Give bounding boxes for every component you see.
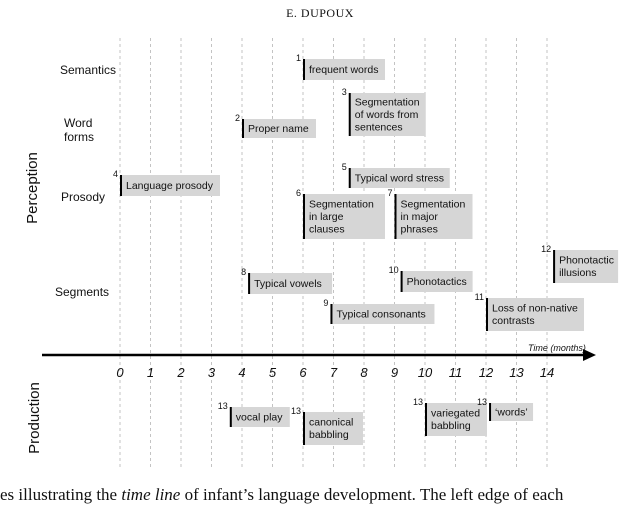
milestone-ref: 11: [474, 292, 484, 302]
milestone-ref: 3: [341, 87, 347, 97]
milestone-label: Segmentation: [400, 198, 466, 211]
milestone-ref: 10: [388, 265, 399, 275]
milestone-box: [113, 169, 220, 196]
tick-label: 14: [539, 365, 555, 380]
tick-label: 4: [238, 365, 246, 380]
milestone-box: [413, 397, 487, 436]
milestone-label: canonical: [309, 416, 354, 429]
tick-label: 11: [448, 365, 463, 380]
tick-label: 7: [329, 365, 338, 380]
milestone-label: in large: [309, 210, 344, 223]
milestone-box: [475, 292, 584, 331]
milestone-label: Typical vowels: [254, 277, 322, 290]
milestone-label: clauses: [309, 223, 345, 236]
milestone-label: contrasts: [492, 315, 535, 327]
section-label-production: Production: [26, 382, 43, 454]
caption-text-end: of infant’s language development. The left edge of each: [180, 485, 564, 504]
tick-label: 2: [177, 365, 185, 380]
milestone-ref: 13: [412, 397, 423, 407]
milestone-box: [342, 87, 426, 136]
milestone-box: [218, 401, 290, 427]
milestone-box: [389, 265, 473, 292]
caption-emphasis: time line: [121, 485, 181, 504]
milestone-box: [342, 162, 450, 188]
tick-label: 9: [390, 365, 399, 380]
tick-label: 8: [360, 365, 368, 380]
axis-title: Time (months): [528, 343, 586, 353]
row-label-word-forms: Word forms: [64, 116, 94, 144]
tick-label: 0: [116, 365, 124, 380]
figure-caption: [0, 485, 563, 505]
milestone-box: [296, 53, 385, 80]
milestone-ref: 5: [341, 162, 347, 172]
milestone-label: Phonotactic: [559, 254, 614, 267]
milestone-label: illusions: [559, 267, 597, 279]
milestone-label: Loss of non-native: [492, 302, 578, 315]
milestone-ref: 13: [217, 401, 228, 411]
milestone-layer: [113, 53, 618, 445]
milestone-ref: 13: [477, 397, 488, 407]
milestone-label: in major: [400, 210, 438, 223]
milestone-label: Typical word stress: [354, 172, 445, 185]
milestone-label: Proper name: [248, 122, 309, 135]
milestone-label: Segmentation: [309, 198, 374, 211]
milestone-box: [387, 188, 472, 239]
milestone-ref: 13: [290, 406, 301, 416]
milestone-ref: 7: [387, 188, 393, 198]
tick-label: 5: [268, 365, 277, 380]
time-axis: [42, 343, 596, 380]
milestone-label: sentences: [354, 121, 403, 134]
tick-label: 1: [146, 365, 155, 380]
section-label-perception: Perception: [24, 152, 41, 224]
milestone-label: babbling: [431, 420, 471, 432]
milestone-box: [323, 298, 434, 324]
milestone-label: phrases: [400, 223, 438, 236]
tick-label: 10: [417, 365, 433, 380]
milestone-box: [235, 113, 316, 138]
milestone-label: Language prosody: [126, 179, 213, 192]
milestone-ref: 1: [295, 53, 301, 63]
row-label-segments: Segments: [55, 285, 110, 299]
tick-label: 12: [478, 365, 494, 380]
milestone-ref: 9: [323, 298, 329, 308]
milestone-box: [296, 188, 385, 239]
milestone-box: [541, 244, 618, 283]
milestone-label: of words from: [354, 108, 419, 121]
milestone-box: [241, 267, 332, 294]
milestone-label: Segmentation: [354, 96, 420, 109]
tick-label: 13: [509, 365, 524, 380]
milestone-label: vocal play: [235, 411, 283, 424]
milestone-label: Phonotactics: [406, 275, 467, 288]
row-label-semantics: Semantics: [60, 63, 117, 77]
milestone-ref: 6: [295, 188, 301, 198]
milestone-ref: 8: [241, 267, 247, 277]
row-label-prosody: Prosody: [61, 190, 106, 204]
milestone-ref: 4: [112, 169, 118, 179]
milestone-label: variegated: [431, 407, 481, 420]
running-head: E. DUPOUX: [286, 6, 354, 20]
milestone-box: [291, 406, 363, 445]
milestone-label: frequent words: [309, 63, 379, 76]
milestone-label: Typical consonants: [336, 308, 426, 321]
tick-label: 3: [207, 365, 216, 380]
milestone-label: ‘words’: [495, 406, 528, 419]
milestone-ref: 12: [541, 244, 552, 254]
tick-label: 6: [299, 365, 307, 380]
milestone-ref: 2: [234, 113, 240, 123]
milestone-label: babbling: [309, 429, 349, 441]
caption-text-start: es illustrating the: [0, 485, 122, 504]
